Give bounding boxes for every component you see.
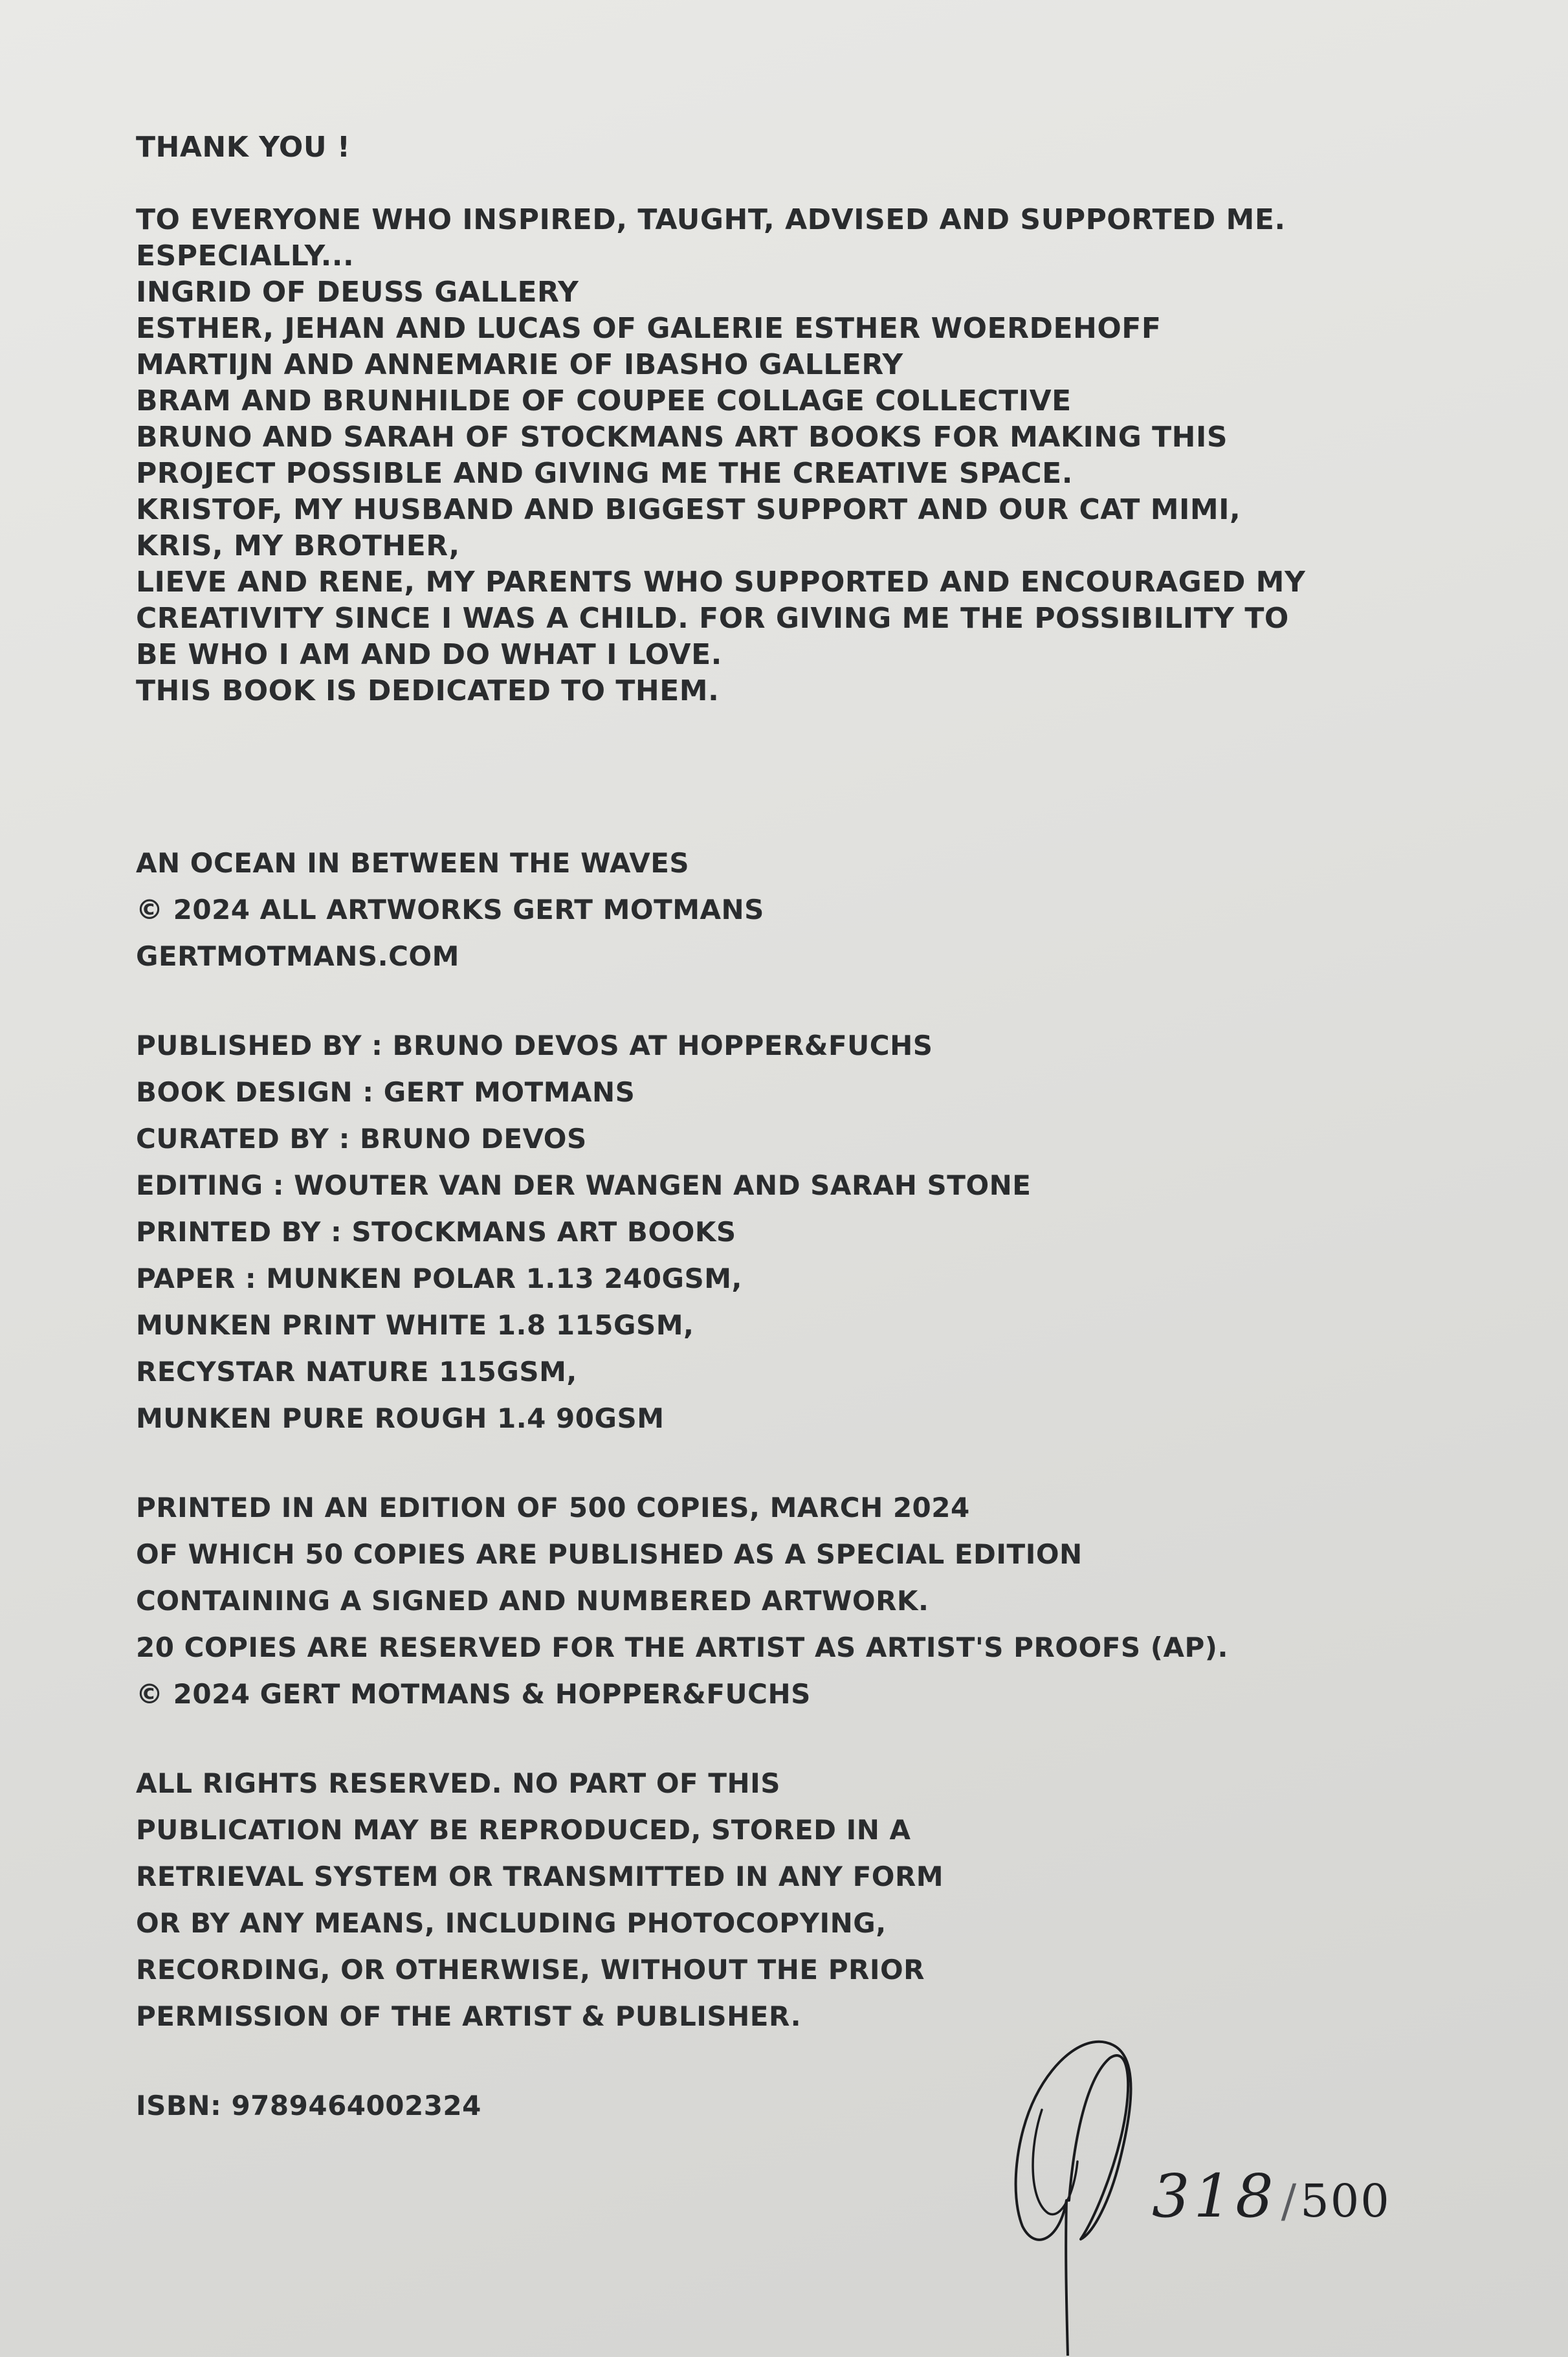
edition-line: © 2024 GERT MOTMANS & HOPPER&FUCHS (136, 1678, 811, 1710)
copy-number-value: 318 (1152, 2162, 1277, 2231)
thanks-line: BRUNO AND SARAH OF STOCKMANS ART BOOKS FOR MAKING THIS (136, 421, 1228, 454)
credit-book-design: BOOK DESIGN : GERT MOTMANS (136, 1076, 635, 1108)
edition-line: PRINTED IN AN EDITION OF 500 COPIES, MARCH 2024 (136, 1492, 970, 1523)
rights-line: RECORDING, OR OTHERWISE, WITHOUT THE PRIOR (136, 1954, 925, 1986)
copy-number-separator: / (1281, 2174, 1297, 2228)
thanks-line: LIEVE AND RENE, MY PARENTS WHO SUPPORTED AND ENCOURAGED MY (136, 566, 1306, 599)
credit-published-by: PUBLISHED BY : BRUNO DEVOS AT HOPPER&FUCHS (136, 1030, 933, 1061)
website-link: GERTMOTMANS.COM (136, 940, 459, 972)
thanks-heading: THANK YOU ! (136, 131, 351, 164)
section-gap (136, 1442, 1228, 1485)
thanks-line: PROJECT POSSIBLE AND GIVING ME THE CREATIVE SPACE. (136, 457, 1073, 490)
copy-number (1152, 2162, 1391, 2231)
section-gap (136, 1718, 1228, 1760)
thanks-line: BRAM AND BRUNHILDE OF COUPEE COLLAGE COLLECTIVE (136, 384, 1072, 417)
thanks-line: ESPECIALLY... (136, 239, 355, 272)
thanks-line: KRIS, MY BROTHER, (136, 529, 460, 562)
thanks-line: BE WHO I AM AND DO WHAT I LOVE. (136, 638, 722, 671)
thanks-spacer (136, 166, 1305, 202)
thanks-line: TO EVERYONE WHO INSPIRED, TAUGHT, ADVISED AND SUPPORTED ME. (136, 203, 1286, 236)
rights-line: PUBLICATION MAY BE REPRODUCED, STORED IN A (136, 1814, 911, 1846)
paper-line: RECYSTAR NATURE 115GSM, (136, 1356, 577, 1388)
acknowledgements (136, 129, 1305, 709)
edition-line: CONTAINING A SIGNED AND NUMBERED ARTWORK. (136, 1585, 929, 1617)
credit-paper: PAPER : MUNKEN POLAR 1.13 240GSM, (136, 1263, 742, 1294)
rights-line: ALL RIGHTS RESERVED. NO PART OF THIS (136, 1767, 781, 1799)
credit-editing: EDITING : WOUTER VAN DER WANGEN AND SARAH STONE (136, 1169, 1032, 1201)
thanks-line: ESTHER, JEHAN AND LUCAS OF GALERIE ESTHER WOERDEHOFF (136, 312, 1162, 345)
copy-number-total: 500 (1300, 2174, 1391, 2228)
thanks-line: INGRID OF DEUSS GALLERY (136, 276, 579, 309)
colophon (136, 840, 1228, 2129)
thanks-line: MARTIJN AND ANNEMARIE OF IBASHO GALLERY (136, 348, 903, 381)
artworks-copyright: © 2024 ALL ARTWORKS GERT MOTMANS (136, 894, 764, 925)
credit-curated-by: CURATED BY : BRUNO DEVOS (136, 1123, 587, 1155)
thanks-line: KRISTOF, MY HUSBAND AND BIGGEST SUPPORT AND OUR CAT MIMI, (136, 493, 1241, 526)
thanks-line: THIS BOOK IS DEDICATED TO THEM. (136, 674, 720, 707)
handwritten-signature (984, 2006, 1178, 2356)
thanks-line: CREATIVITY SINCE I WAS A CHILD. FOR GIVING ME THE POSSIBILITY TO (136, 602, 1289, 635)
section-gap (136, 980, 1228, 1023)
rights-line: RETRIEVAL SYSTEM OR TRANSMITTED IN ANY FORM (136, 1861, 944, 1892)
rights-line: PERMISSION OF THE ARTIST & PUBLISHER. (136, 2000, 802, 2032)
credit-printed-by: PRINTED BY : STOCKMANS ART BOOKS (136, 1216, 736, 1248)
edition-line: 20 COPIES ARE RESERVED FOR THE ARTIST AS ARTIST'S PROOFS (AP). (136, 1632, 1228, 1663)
edition-line: OF WHICH 50 COPIES ARE PUBLISHED AS A SPECIAL EDITION (136, 1538, 1083, 1570)
paper-line: MUNKEN PRINT WHITE 1.8 115GSM, (136, 1309, 694, 1341)
book-title: AN OCEAN IN BETWEEN THE WAVES (136, 847, 690, 879)
isbn: ISBN: 9789464002324 (136, 2090, 481, 2121)
paper-line: MUNKEN PURE ROUGH 1.4 90GSM (136, 1402, 665, 1434)
rights-line: OR BY ANY MEANS, INCLUDING PHOTOCOPYING, (136, 1907, 887, 1939)
